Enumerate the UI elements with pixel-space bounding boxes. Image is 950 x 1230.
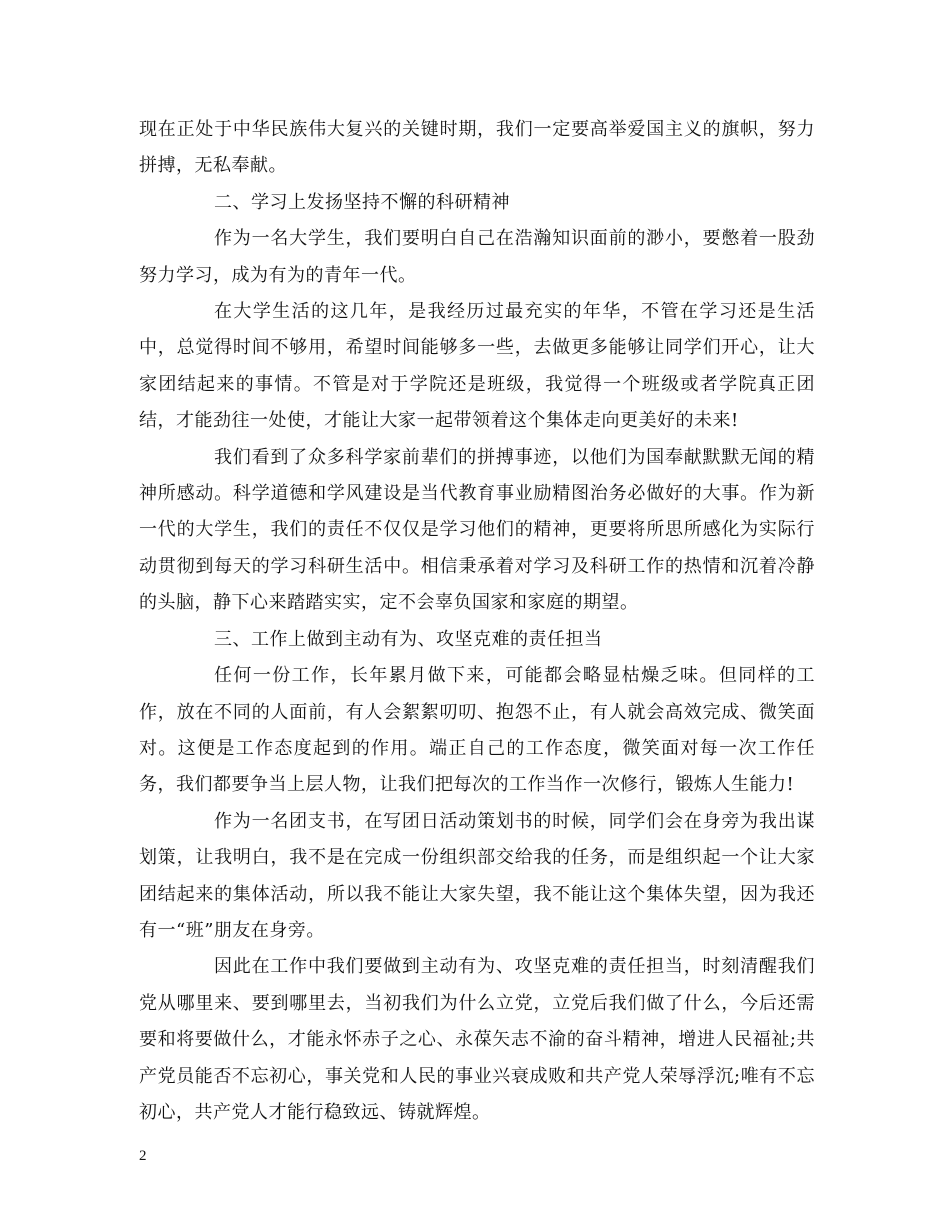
page-number: 2 [139,1148,147,1164]
paragraph: 在大学生活的这几年，是我经历过最充实的年华，不管在学习还是生活中，总觉得时间不够用，希望时间能够多一些，去做更多能够让同学们开心，让大家团结起来的事情。不管是对于学院还是班级，我觉得一个班级或者学院真正团结，才能劲往一处使，才能让大家一起带领着这个集体走向更美好的未来! [139,301,815,432]
section-heading: 二、学习上发扬坚持不懈的科研精神 [214,191,510,213]
paragraph: 现在正处于中华民族伟大复兴的关键时期，我们一定要高举爱国主义的旗帜，努力拼搏，无私奉献。 [139,119,815,177]
paragraph: 我们看到了众多科学家前辈们的拼搏事迹，以他们为国奉献默默无闻的精神所感动。科学道德和学风建设是当代教育事业励精图治务必做好的大事。作为新一代的大学生，我们的责任不仅仅是学习他们的精神，更要将所思所感化为实际行动贯彻到每天的学习科研生活中。相信秉承着对学习及科研工作的热情和沉着冷静的头脑，静下心来踏踏实实，定不会辜负国家和家庭的期望。 [139,446,815,614]
paragraph: 因此在工作中我们要做到主动有为、攻坚克难的责任担当，时刻清醒我们党从哪里来、要到哪里去，当初我们为什么立党，立党后我们做了什么，今后还需要和将要做什么，才能永怀赤子之心、永葆矢志不渝的奋斗精神，增进人民福祉;共产党员能否不忘初心，事关党和人民的事业兴衰成败和共产党人荣辱浮沉;唯有不忘初心，共产党人才能行稳致远、铸就辉煌。 [139,956,815,1123]
paragraph: 任何一份工作，长年累月做下来，可能都会略显枯燥乏味。但同样的工作，放在不同的人面前，有人会絮絮叨叨、抱怨不止，有人就会高效完成、微笑面对。这便是工作态度起到的作用。端正自己的工作态度，微笑面对每一次工作任务，我们都要争当上层人物，让我们把每次的工作当作一次修行，锻炼人生能力! [139,665,815,796]
paragraph: 作为一名团支书，在写团日活动策划书的时候，同学们会在身旁为我出谋划策，让我明白，我不是在完成一份组织部交给我的任务，而是组织起一个让大家团结起来的集体活动，所以我不能让大家失望，我不能让这个集体失望，因为我还有一“班”朋友在身旁。 [139,810,815,941]
paragraph: 作为一名大学生，我们要明白自己在浩瀚知识面前的渺小，要憋着一股劲努力学习，成为有为的青年一代。 [139,228,815,286]
section-heading: 三、工作上做到主动有为、攻坚克难的责任担当 [214,628,603,650]
document-body [139,112,815,1131]
